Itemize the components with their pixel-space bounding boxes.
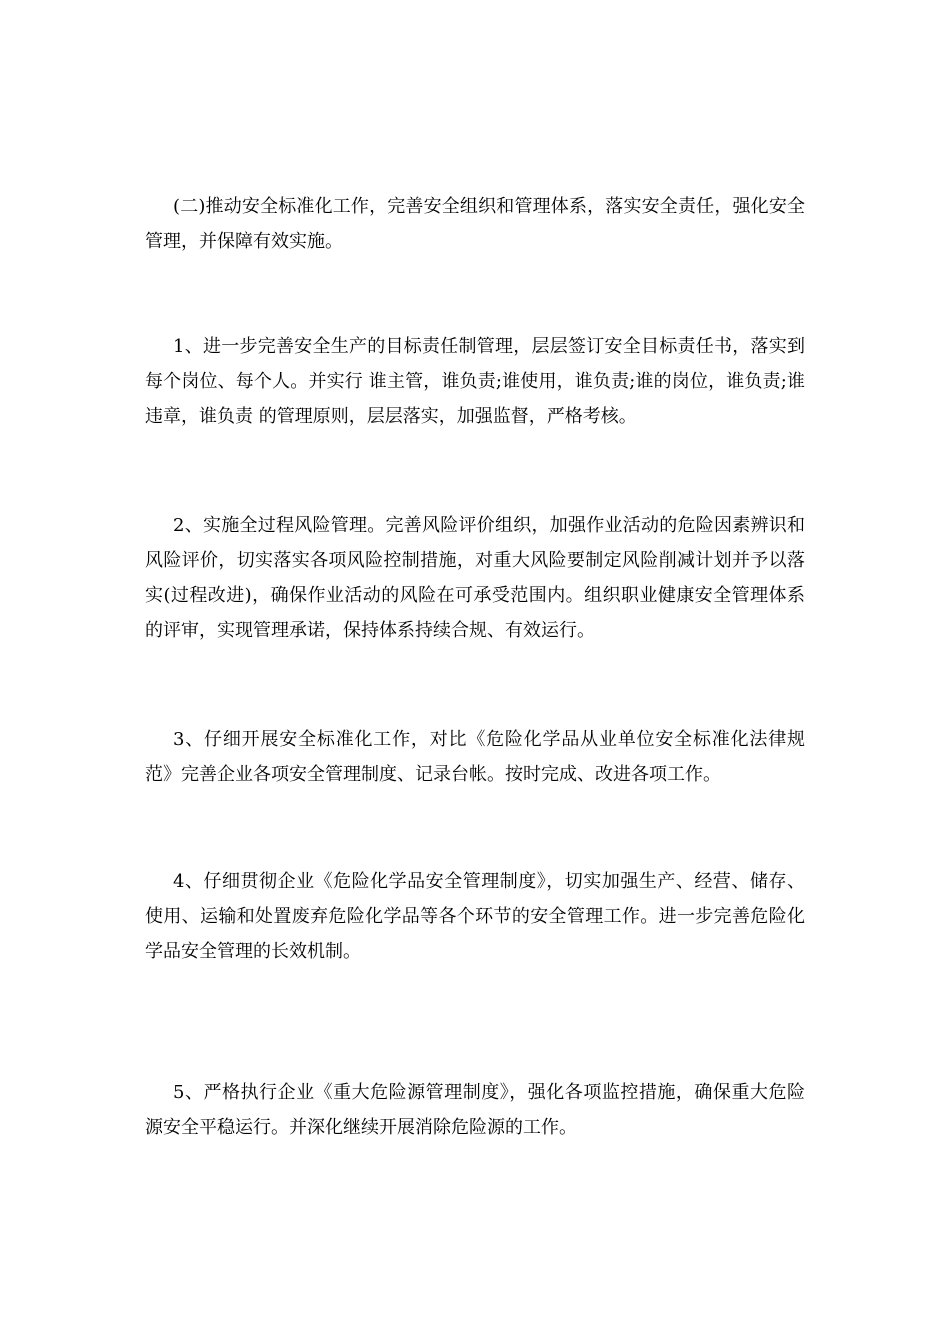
paragraph-item-4: 4、仔细贯彻企业《危险化学品安全管理制度》，切实加强生产、经营、储存、使用、运输和处置废弃危险化学品等各个环节的安全管理工作。进一步完善危险化学品安全管理的长效机制。: [145, 871, 805, 962]
paragraph-item-5: 5、严格执行企业《重大危险源管理制度》，强化各项监控措施，确保重大危险源安全平稳运行。并深化继续开展消除危险源的工作。: [145, 1082, 805, 1138]
paragraph-item-3: 3、仔细开展安全标准化工作，对比《危险化学品从业单位安全标准化法律规范》完善企业各项安全管理制度、记录台帐。按时完成、改进各项工作。: [145, 729, 805, 785]
paragraph-item-2: 2、实施全过程风险管理。完善风险评价组织，加强作业活动的危险因素辨识和风险评价，切实落实各项风险控制措施，对重大风险要制定风险削减计划并予以落实(过程改进)，确保作业活动的风险在可承受范围内。组织职业健康安全管理体系的评审，实现管理承诺，保持体系持续合规、有效运行。: [145, 515, 805, 641]
paragraph-item-1: 1、进一步完善安全生产的目标责任制管理，层层签订安全目标责任书，落实到每个岗位、每个人。并实行 谁主管，谁负责;谁使用，谁负责;谁的岗位，谁负责;谁违章，谁负责 的管理原则，层层落实，加强监督，严格考核。: [145, 336, 805, 427]
section-heading-paragraph: (二)推动安全标准化工作，完善安全组织和管理体系，落实安全责任，强化安全管理，并保障有效实施。: [145, 196, 805, 252]
